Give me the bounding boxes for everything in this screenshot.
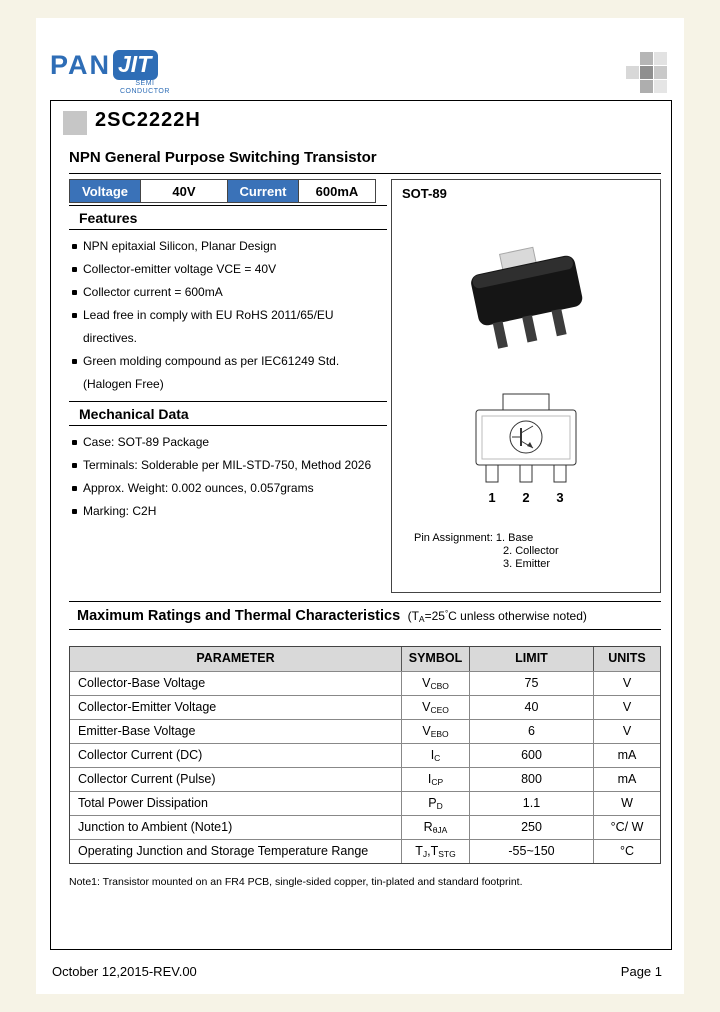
units-cell: °C: [594, 839, 660, 863]
table-row: [70, 791, 660, 815]
max-ratings-title: Maximum Ratings and Thermal Characteristics: [77, 608, 401, 624]
package-3d-drawing: [430, 232, 620, 362]
features-list: [69, 235, 387, 396]
feature-item: Green molding compound as per IEC61249 Std. (Halogen Free): [69, 350, 387, 396]
table-row: [70, 815, 660, 839]
mechanical-item: Terminals: Solderable per MIL-STD-750, Method 2026: [69, 454, 387, 477]
footnote: Note1: Transistor mounted on an FR4 PCB, single-sided copper, tin-plated and standard footprint.: [69, 876, 523, 888]
symbol-cell: $V_{CEO}$: [402, 695, 470, 719]
param-cell: Collector-Emitter Voltage: [70, 695, 402, 719]
footer-date-revision: October 12,2015-REV.00: [52, 964, 197, 979]
pin-assignment-line: 3. Emitter: [503, 558, 551, 570]
mechanical-item: Marking: C2H: [69, 500, 387, 523]
features-heading: Features: [69, 205, 387, 230]
units-cell: V: [594, 695, 660, 719]
param-cell: Collector Current (DC): [70, 743, 402, 767]
table-row: [70, 695, 660, 719]
voltage-value: 40V: [140, 179, 228, 203]
limit-cell: 75: [470, 671, 594, 695]
param-cell: Emitter-Base Voltage: [70, 719, 402, 743]
table-row: [70, 743, 660, 767]
symbol-cell: $P_D$: [402, 791, 470, 815]
units-cell: V: [594, 719, 660, 743]
package-outline-drawing: [440, 390, 612, 520]
logo-subtitle: [120, 80, 170, 96]
symbol-cell: $R_{\theta JA}$: [402, 815, 470, 839]
table-row: [70, 671, 660, 695]
table-row: [70, 767, 660, 791]
feature-item: Collector current = 600mA: [69, 281, 387, 304]
limit-cell: 40: [470, 695, 594, 719]
panjit-logo: [50, 50, 170, 96]
symbol-cell: $T_J,T_{STG}$: [402, 839, 470, 863]
pin-number-2: 2: [522, 490, 530, 505]
logo-pan-text: PAN: [50, 50, 112, 80]
mechanical-list: [69, 431, 387, 523]
param-cell: Collector-Base Voltage: [70, 671, 402, 695]
voltage-label: Voltage: [69, 179, 141, 203]
table-header-row: [70, 647, 660, 671]
mechanical-item: Case: SOT-89 Package: [69, 431, 387, 454]
header-limit: LIMIT: [470, 647, 594, 671]
limit-cell: 250: [470, 815, 594, 839]
symbol-cell: $I_{CP}$: [402, 767, 470, 791]
max-ratings-table: [69, 646, 661, 864]
feature-item: NPN epitaxial Silicon, Planar Design: [69, 235, 387, 258]
logo-jit-badge: JIT: [113, 50, 158, 80]
pin-assignment: [414, 532, 559, 571]
limit-cell: 600: [470, 743, 594, 767]
units-cell: W: [594, 791, 660, 815]
pin-number-1: 1: [488, 490, 496, 505]
max-ratings-condition: ($T_A=25^\circ C$ unless otherwise noted): [407, 609, 587, 624]
current-label: Current: [227, 179, 299, 203]
logo-subtitle-line1: SEMI: [135, 80, 155, 87]
title-marker: [63, 111, 87, 135]
table-row: [70, 839, 660, 863]
units-cell: mA: [594, 743, 660, 767]
param-cell: Operating Junction and Storage Temperature Range: [70, 839, 402, 863]
mechanical-item: Approx. Weight: 0.002 ounces, 0.057grams: [69, 477, 387, 500]
limit-cell: 6: [470, 719, 594, 743]
header-parameter: PARAMETER: [70, 647, 402, 671]
part-number: 2SC2222H: [95, 109, 201, 131]
param-cell: Collector Current (Pulse): [70, 767, 402, 791]
pin-assignment-line: 2. Collector: [503, 545, 559, 557]
ratings-strip: [69, 179, 376, 203]
current-value: 600mA: [298, 179, 376, 203]
footer-page-number: Page 1: [620, 964, 662, 979]
symbol-cell: $I_C$: [402, 743, 470, 767]
feature-item: Collector-emitter voltage VCE = 40V: [69, 258, 387, 281]
header-units: UNITS: [594, 647, 660, 671]
symbol-cell: $V_{EBO}$: [402, 719, 470, 743]
pixel-pattern-icon: [624, 52, 676, 100]
mechanical-heading: Mechanical Data: [69, 401, 387, 426]
logo-subtitle-line2: CONDUCTOR: [120, 88, 170, 95]
limit-cell: 1.1: [470, 791, 594, 815]
limit-cell: -55~150: [470, 839, 594, 863]
limit-cell: 800: [470, 767, 594, 791]
units-cell: mA: [594, 767, 660, 791]
max-ratings-heading: [69, 601, 661, 630]
title-rule: [69, 173, 661, 174]
package-panel: [391, 179, 661, 593]
datasheet-page: [36, 18, 684, 994]
units-cell: V: [594, 671, 660, 695]
package-name: SOT-89: [402, 186, 447, 201]
symbol-cell: $V_{CBO}$: [402, 671, 470, 695]
param-cell: Junction to Ambient (Note1): [70, 815, 402, 839]
header-symbol: SYMBOL: [402, 647, 470, 671]
pin-assignment-line: Pin Assignment: 1. Base: [414, 532, 534, 544]
table-row: [70, 719, 660, 743]
page-title: NPN General Purpose Switching Transistor: [69, 149, 377, 166]
units-cell: °C/ W: [594, 815, 660, 839]
feature-item: Lead free in comply with EU RoHS 2011/65/EU directives.: [69, 304, 387, 350]
pin-number-3: 3: [556, 490, 564, 505]
param-cell: Total Power Dissipation: [70, 791, 402, 815]
datasheet-body: [50, 100, 672, 950]
